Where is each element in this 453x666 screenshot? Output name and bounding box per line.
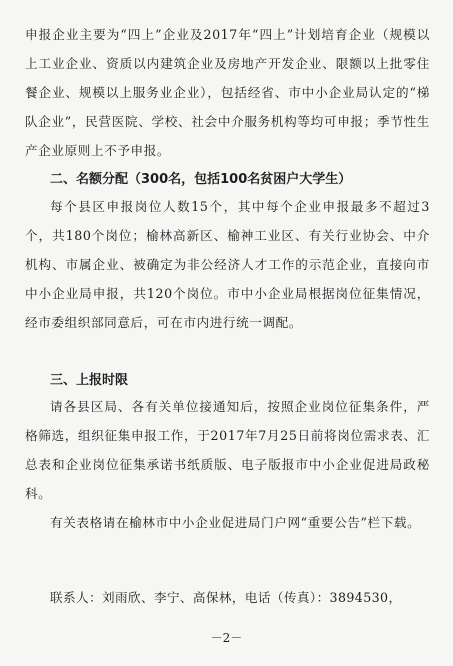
section1-continuation-paragraph: 申报企业主要为“四上”企业及2017年“四上”计划培育企业（规模以上工业企业、资质以内建筑企业及房地产开发企业、限额以上批零住餐企业、规模以上服务业企业），包括经省、市中小企业局认定的“梯队企业”，民营医院、学校、社会中介服务机构等均可申报；季节性生产企业原则上不予申报。: [25, 27, 430, 158]
section3-body-paragraph: 请各县区局、各有关单位接通知后，按照企业岗位征集条件，严格筛选，组织征集申报工作，于2017年7月25日前将岗位需求表、汇总表和企业岗位征集承诺书纸质版、电子版报市中小企业促进局政秘科。: [25, 399, 430, 501]
section2-body-paragraph: 每个县区申报岗位人数15个，其中每个企业申报最多不超过3个，共180个岗位；榆林高新区、榆神工业区、有关行业协会、中介机构、市属企业、被确定为非公经济人才工作的示范企业，直接向市中小企业局申报，共120个岗位。市中小企业局根据岗位征集情况，经市委组织部同意后，可在市内进行统一调配。: [25, 199, 430, 330]
contact-line: 联系人：刘雨欣、李宁、高保林，电话（传真）：3894530，: [50, 590, 402, 605]
section2-heading: 二、名额分配（300名，包括100名贫困户大学生）: [50, 172, 352, 187]
section3-heading: 三、上报时限: [50, 373, 129, 388]
download-note-paragraph: 有关表格请在榆林市中小企业促进局门户网“重要公告”栏下载。: [50, 515, 421, 530]
page-number: －2－: [210, 631, 243, 645]
